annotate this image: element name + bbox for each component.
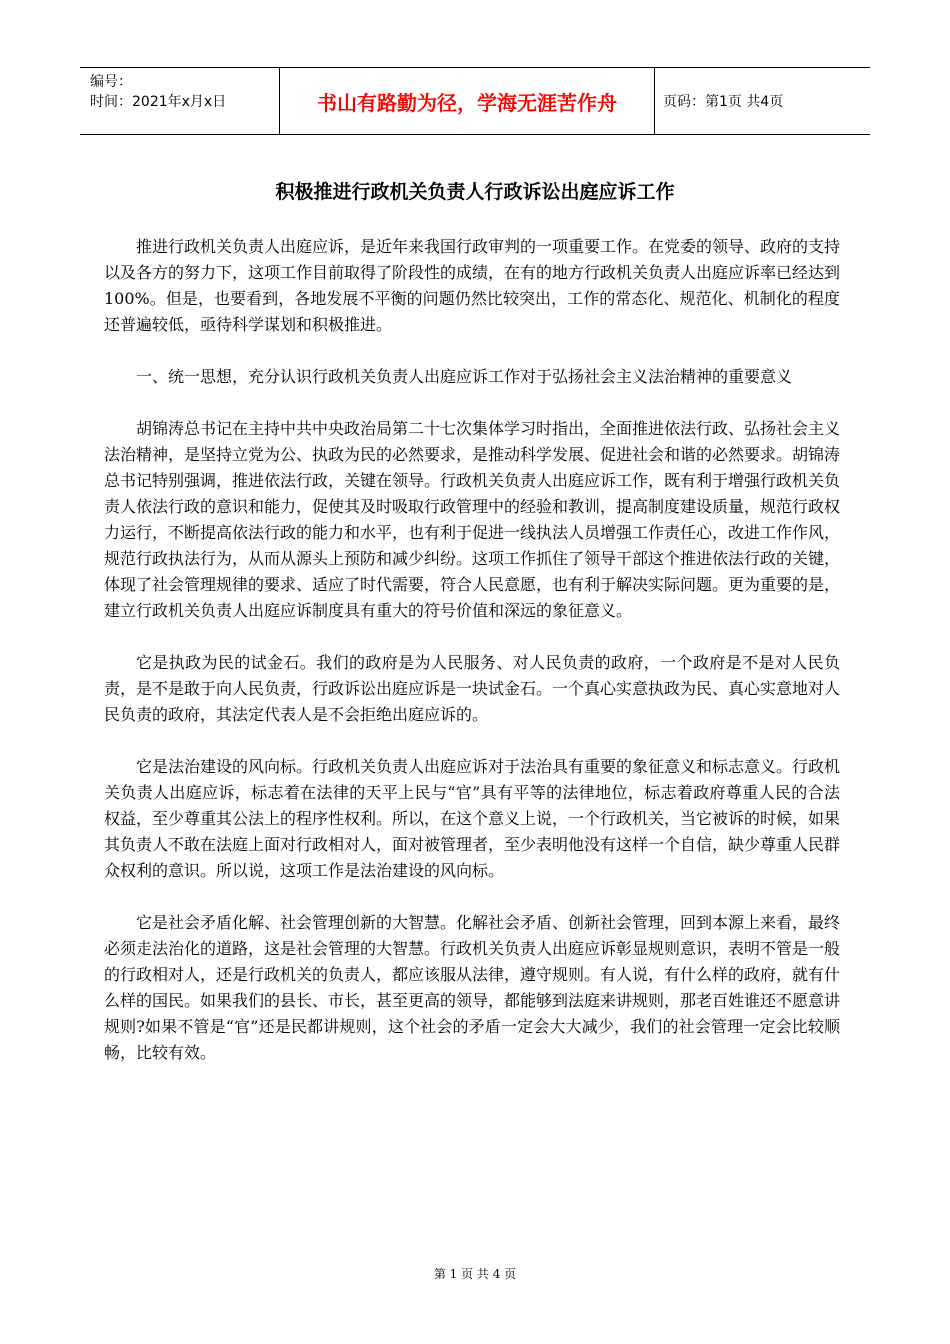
paragraph-touchstone: 它是执政为民的试金石。我们的政府是为人民服务、对人民负责的政府，一个政府是不是对人民负责，是不是敢于向人民负责，行政诉讼出庭应诉是一块试金石。一个真心实意执政为民、真心实意地对人民负责的政府，其法定代表人是不会拒绝出庭应诉的。 [104,653,841,724]
document-time-label: 时间：2021年x月x日 [90,94,227,110]
header-table [80,67,870,135]
document-title: 积极推进行政机关负责人行政诉讼出庭应诉工作 [275,181,675,203]
paragraph-wisdom: 它是社会矛盾化解、社会管理创新的大智慧。化解社会矛盾、创新社会管理，回到本源上来看，最终必须走法治化的道路，这是社会管理的大智慧。行政机关负责人出庭应诉彰显规则意识，表明不管是一般的行政相对人，还是行政机关的负责人，都应该服从法律，遵守规则。有人说，有什么样的政府，就有什么样的国民。如果我们的县长、市长，甚至更高的领导，都能够到法庭来讲规则，那老百姓谁还不愿意讲规则?如果不管是“官”还是民都讲规则，这个社会的矛盾一定会大大减少，我们的社会管理一定会比较顺畅，比较有效。 [104,913,841,1062]
paragraph-significance: 胡锦涛总书记在主持中共中央政治局第二十七次集体学习时指出，全面推进依法行政、弘扬社会主义法治精神，是坚持立党为公、执政为民的必然要求，是推动科学发展、促进社会和谐的必然要求。胡锦涛总书记特别强调，推进依法行政，关键在领导。行政机关负责人出庭应诉工作，既有利于增强行政机关负责人依法行政的意识和能力，促使其及时吸取行政管理中的经验和教训，提高制度建设质量，规范行政权力运行，不断提高依法行政的能力和水平，也有利于促进一线执法人员增强工作责任心，改进工作作风，规范行政执法行为，从而从源头上预防和减少纠纷。这项工作抓住了领导干部这个推进依法行政的关键，体现了社会管理规律的要求、适应了时代需要，符合人民意愿，也有利于解决实际问题。更为重要的是，建立行政机关负责人出庭应诉制度具有重大的符号价值和深远的象征意义。 [104,419,841,620]
document-body [104,234,840,1092]
header-page-info: 页码：第1页 共4页 [663,94,784,110]
section-heading-1: 一、统一思想，充分认识行政机关负责人出庭应诉工作对于弘扬社会主义法治精神的重要意义 [136,367,793,386]
document-number-label: 编号： [90,74,132,90]
paragraph-intro: 推进行政机关负责人出庭应诉，是近年来我国行政审判的一项重要工作。在党委的领导、政府的支持以及各方的努力下，这项工作目前取得了阶段性的成绩，在有的地方行政机关负责人出庭应诉率已经达到100%。但是，也要看到，各地发展不平衡的问题仍然比较突出，工作的常态化、规范化、机制化的程度还普遍较低，亟待科学谋划和积极推进。 [104,237,841,334]
header-meta-cell [80,68,280,134]
paragraph-weathervane: 它是法治建设的风向标。行政机关负责人出庭应诉对于法治具有重要的象征意义和标志意义。行政机关负责人出庭应诉，标志着在法律的天平上民与“官”具有平等的法律地位，标志着政府尊重人民的合法权益，至少尊重其公法上的程序性权利。所以，在这个意义上说，一个行政机关，当它被诉的时候，如果其负责人不敢在法庭上面对行政相对人，面对被管理者，至少表明他没有这样一个自信，缺少尊重人民群众权利的意识。所以说，这项工作是法治建设的风向标。 [104,757,841,880]
page-footer: 第 1 页 共 4 页 [433,1267,517,1281]
header-motto: 书山有路勤为径，学海无涯苦作舟 [280,68,655,134]
